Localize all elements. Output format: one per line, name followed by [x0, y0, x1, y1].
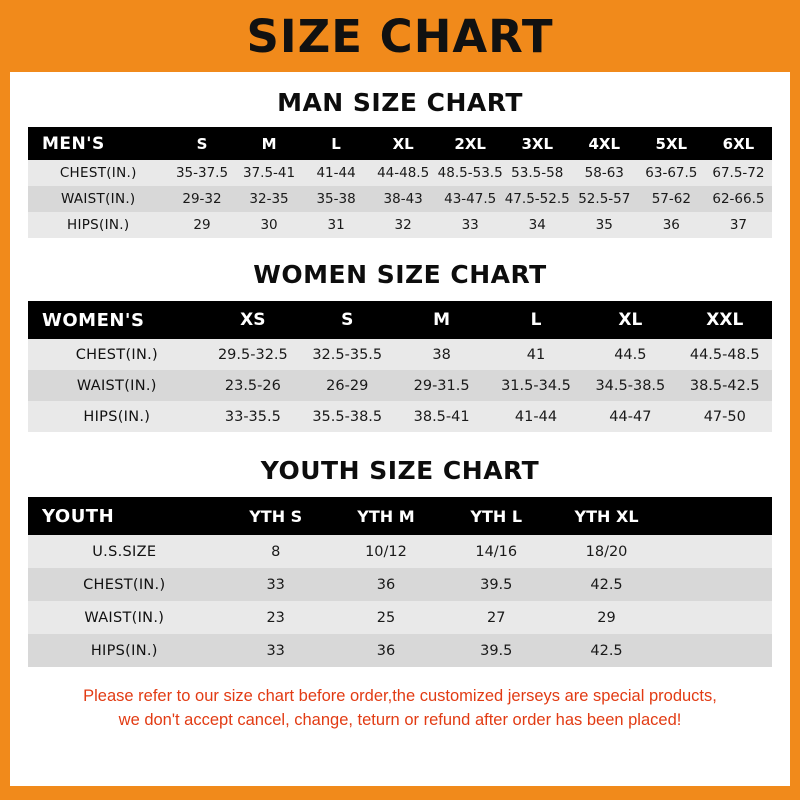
man-cell-0-1: 37.5-41 — [236, 160, 303, 186]
man-cell-1-4: 43-47.5 — [437, 186, 504, 212]
footer-band — [0, 786, 800, 800]
women-col-5: XXL — [678, 301, 772, 339]
youth-cell-0-0: 8 — [221, 535, 331, 568]
man-row-0-label: CHEST(IN.) — [28, 160, 168, 186]
women-cell-2-0: 33-35.5 — [206, 401, 300, 432]
man-cell-1-6: 52.5-57 — [571, 186, 638, 212]
youth-col-1: YTH M — [331, 497, 441, 535]
women-cell-0-1: 32.5-35.5 — [300, 339, 394, 370]
table-row — [28, 160, 772, 186]
women-rowlabel-header: WOMEN'S — [28, 301, 206, 339]
table-row — [28, 370, 772, 401]
man-row-1-label: WAIST(IN.) — [28, 186, 168, 212]
youth-header-row — [28, 497, 772, 535]
man-col-0: S — [168, 127, 235, 160]
page-title: SIZE CHART — [246, 9, 554, 63]
man-cell-2-4: 33 — [437, 212, 504, 238]
youth-cell-2-0: 23 — [221, 601, 331, 634]
women-cell-1-3: 31.5-34.5 — [489, 370, 583, 401]
man-section-title: MAN SIZE CHART — [277, 88, 523, 117]
youth-cell-0-1: 10/12 — [331, 535, 441, 568]
man-col-2: L — [303, 127, 370, 160]
women-cell-1-5: 38.5-42.5 — [678, 370, 772, 401]
youth-cell-3-spacer — [662, 634, 772, 667]
order-notice-line-1: Please refer to our size chart before order,the customized jerseys are special products, — [83, 687, 717, 705]
man-rowlabel-header: MEN'S — [28, 127, 168, 160]
women-cell-1-0: 23.5-26 — [206, 370, 300, 401]
women-cell-2-3: 41-44 — [489, 401, 583, 432]
women-size-table — [28, 301, 772, 432]
man-cell-0-6: 58-63 — [571, 160, 638, 186]
youth-row-1-label: CHEST(IN.) — [28, 568, 221, 601]
women-col-2: M — [394, 301, 488, 339]
man-cell-2-3: 32 — [370, 212, 437, 238]
women-cell-2-2: 38.5-41 — [394, 401, 488, 432]
women-cell-1-1: 26-29 — [300, 370, 394, 401]
youth-cell-3-2: 39.5 — [441, 634, 551, 667]
women-col-0: XS — [206, 301, 300, 339]
women-row-1-label: WAIST(IN.) — [28, 370, 206, 401]
man-cell-0-4: 48.5-53.5 — [437, 160, 504, 186]
youth-cell-0-spacer — [662, 535, 772, 568]
youth-cell-1-1: 36 — [331, 568, 441, 601]
man-cell-0-0: 35-37.5 — [168, 160, 235, 186]
youth-col-spacer — [662, 497, 772, 535]
man-cell-0-8: 67.5-72 — [705, 160, 772, 186]
youth-col-0: YTH S — [221, 497, 331, 535]
youth-cell-2-1: 25 — [331, 601, 441, 634]
women-header-row — [28, 301, 772, 339]
man-cell-1-3: 38-43 — [370, 186, 437, 212]
table-row — [28, 212, 772, 238]
women-cell-0-5: 44.5-48.5 — [678, 339, 772, 370]
chart-content — [10, 88, 790, 733]
women-cell-0-4: 44.5 — [583, 339, 677, 370]
man-cell-1-1: 32-35 — [236, 186, 303, 212]
youth-cell-1-spacer — [662, 568, 772, 601]
header-band — [0, 0, 800, 72]
man-cell-1-5: 47.5-52.5 — [504, 186, 571, 212]
table-row — [28, 535, 772, 568]
man-col-3: XL — [370, 127, 437, 160]
man-cell-2-2: 31 — [303, 212, 370, 238]
table-row — [28, 634, 772, 667]
man-cell-1-8: 62-66.5 — [705, 186, 772, 212]
youth-row-3-label: HIPS(IN.) — [28, 634, 221, 667]
man-cell-0-5: 53.5-58 — [504, 160, 571, 186]
man-cell-2-0: 29 — [168, 212, 235, 238]
women-section-title: WOMEN SIZE CHART — [253, 260, 547, 289]
women-col-4: XL — [583, 301, 677, 339]
man-col-4: 2XL — [437, 127, 504, 160]
man-col-6: 4XL — [571, 127, 638, 160]
youth-row-0-label: U.S.SIZE — [28, 535, 221, 568]
man-row-2-label: HIPS(IN.) — [28, 212, 168, 238]
man-cell-0-2: 41-44 — [303, 160, 370, 186]
order-notice — [28, 685, 772, 733]
youth-col-2: YTH L — [441, 497, 551, 535]
youth-rowlabel-header: YOUTH — [28, 497, 221, 535]
women-col-1: S — [300, 301, 394, 339]
man-cell-0-7: 63-67.5 — [638, 160, 705, 186]
table-row — [28, 186, 772, 212]
women-col-3: L — [489, 301, 583, 339]
man-cell-2-7: 36 — [638, 212, 705, 238]
youth-col-3: YTH XL — [551, 497, 661, 535]
man-cell-1-2: 35-38 — [303, 186, 370, 212]
women-cell-1-4: 34.5-38.5 — [583, 370, 677, 401]
man-col-8: 6XL — [705, 127, 772, 160]
women-cell-2-4: 44-47 — [583, 401, 677, 432]
youth-row-2-label: WAIST(IN.) — [28, 601, 221, 634]
women-row-2-label: HIPS(IN.) — [28, 401, 206, 432]
man-cell-2-6: 35 — [571, 212, 638, 238]
women-cell-2-5: 47-50 — [678, 401, 772, 432]
youth-cell-3-3: 42.5 — [551, 634, 661, 667]
man-cell-2-8: 37 — [705, 212, 772, 238]
youth-cell-2-spacer — [662, 601, 772, 634]
man-cell-0-3: 44-48.5 — [370, 160, 437, 186]
women-cell-0-0: 29.5-32.5 — [206, 339, 300, 370]
man-size-table — [28, 127, 772, 238]
table-row — [28, 568, 772, 601]
women-cell-0-3: 41 — [489, 339, 583, 370]
man-col-7: 5XL — [638, 127, 705, 160]
man-col-1: M — [236, 127, 303, 160]
table-row — [28, 601, 772, 634]
youth-cell-0-3: 18/20 — [551, 535, 661, 568]
youth-cell-3-1: 36 — [331, 634, 441, 667]
youth-size-table — [28, 497, 772, 667]
man-cell-2-5: 34 — [504, 212, 571, 238]
man-cell-1-7: 57-62 — [638, 186, 705, 212]
youth-cell-1-2: 39.5 — [441, 568, 551, 601]
man-cell-1-0: 29-32 — [168, 186, 235, 212]
man-col-5: 3XL — [504, 127, 571, 160]
youth-cell-2-2: 27 — [441, 601, 551, 634]
table-row — [28, 401, 772, 432]
youth-cell-1-0: 33 — [221, 568, 331, 601]
youth-section-title: YOUTH SIZE CHART — [260, 456, 540, 485]
women-cell-0-2: 38 — [394, 339, 488, 370]
women-cell-1-2: 29-31.5 — [394, 370, 488, 401]
youth-cell-1-3: 42.5 — [551, 568, 661, 601]
youth-cell-2-3: 29 — [551, 601, 661, 634]
youth-cell-0-2: 14/16 — [441, 535, 551, 568]
table-row — [28, 339, 772, 370]
youth-cell-3-0: 33 — [221, 634, 331, 667]
women-row-0-label: CHEST(IN.) — [28, 339, 206, 370]
man-header-row — [28, 127, 772, 160]
man-cell-2-1: 30 — [236, 212, 303, 238]
order-notice-line-2: we don't accept cancel, change, teturn or refund after order has been placed! — [118, 710, 682, 729]
women-cell-2-1: 35.5-38.5 — [300, 401, 394, 432]
